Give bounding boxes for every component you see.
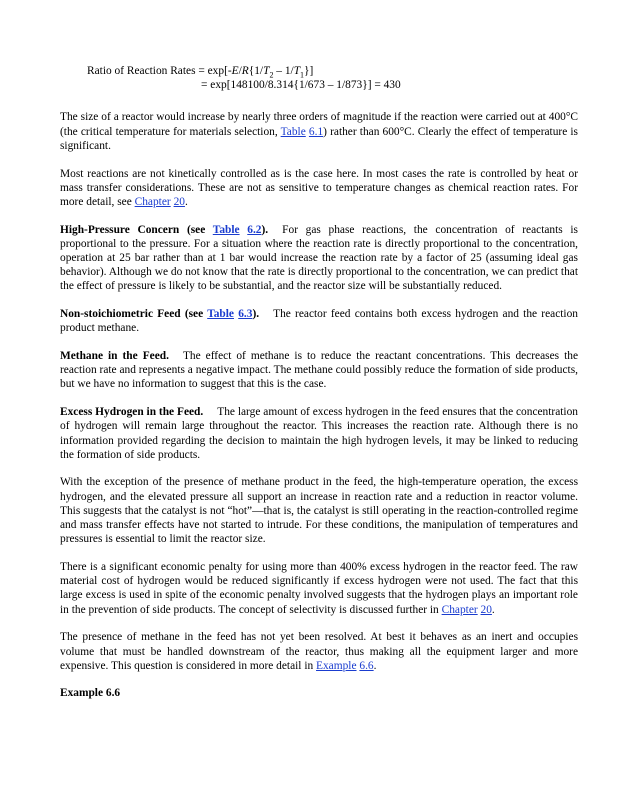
lead-heading bbox=[60, 224, 268, 236]
equation-line-1 bbox=[87, 64, 578, 78]
paragraph-high-pressure bbox=[60, 223, 578, 294]
text: ). bbox=[252, 308, 260, 321]
link-chapter-number[interactable]: 20 bbox=[173, 195, 185, 208]
text: There is a significant economic penalty for using more than 400% excess hydrogen in the reactor feed. The raw material cost of hydrogen would be reduced significantly if excess hydrogen were not used. The fact that this large excess is used in spite of the economic penalty involved suggests that the hydrogen plays an important role in the prevention of side products. The concept of selectivity is discussed further in bbox=[60, 560, 578, 616]
paragraph-methane-presence bbox=[60, 630, 578, 673]
paragraph-summary: With the exception of the presence of methane product in the feed, the high-temperature operation, the excess hydrogen, and the elevated pressure all support an increase in reaction rate and a reduction in reactor volume. This suggests that the catalyst is not “hot”—that is, the catalyst is still operating in the reaction-controlled regime and mass transfer effects have not started to intrude. For these conditions, the manipulation of temperatures and pressures is essential to limit the reactor size. bbox=[60, 476, 578, 546]
equation-var-e: E bbox=[231, 65, 239, 77]
link-example-number[interactable]: 6.6 bbox=[359, 659, 374, 672]
paragraph-methane bbox=[60, 349, 578, 392]
link-chapter[interactable]: Chapter bbox=[134, 195, 171, 208]
equation-var-t2: T bbox=[263, 65, 270, 77]
paragraph-excess-hydrogen bbox=[60, 405, 578, 462]
section-heading: Example 6.6 bbox=[60, 687, 121, 700]
text: The presence of methane in the feed has not yet been resolved. At best it behaves as an inert and occupies volume that must be handled downstream of the reactor, thus making all the equipment larger and more expensive. This question is considered in more detail in bbox=[60, 631, 578, 672]
document-page bbox=[60, 64, 578, 701]
link-table-number[interactable]: 6.3 bbox=[238, 308, 253, 321]
link-chapter[interactable]: Chapter bbox=[441, 603, 478, 616]
link-example[interactable]: Example bbox=[316, 659, 357, 672]
equation-line-2: = exp[148100/8.314{1/673 – 1/873}] = 430 bbox=[201, 79, 401, 92]
link-chapter-number[interactable]: 20 bbox=[480, 603, 492, 616]
link-table-number[interactable]: 6.2 bbox=[247, 223, 262, 236]
equation-text: – 1/ bbox=[273, 65, 294, 77]
text: Most reactions are not kinetically controlled as is the case here. In most cases the rate is controlled by heat or mass transfer considerations. These are not as sensitive to temperature changes as chemical reaction rates. For more detail, see bbox=[60, 167, 578, 208]
paragraph-reactor-size bbox=[60, 110, 578, 153]
text: The reactor feed contains both excess hydrogen and the reaction product methane. bbox=[60, 308, 578, 335]
equation-sub: 1 bbox=[300, 70, 305, 80]
link-table[interactable]: Table bbox=[212, 223, 240, 236]
text: . bbox=[184, 195, 188, 208]
paragraph-kinetics bbox=[60, 167, 578, 210]
equation-text: Ratio of Reaction Rates = exp[- bbox=[87, 65, 232, 77]
text: ) rather than 600°C. Clearly the effect of temperature is significant. bbox=[60, 125, 578, 152]
lead-heading: Excess Hydrogen in the Feed. bbox=[60, 406, 204, 419]
text: . bbox=[373, 659, 377, 672]
text: Non-stoichiometric Feed (see bbox=[60, 308, 208, 321]
text: The size of a reactor would increase by nearly three orders of magnitude if the reaction were carried out at 400°C (the critical temperature for materials selection, bbox=[60, 111, 578, 138]
text: . bbox=[491, 603, 495, 616]
paragraph-economic-penalty bbox=[60, 560, 578, 617]
text: ). bbox=[261, 223, 269, 236]
text: The large amount of excess hydrogen in the feed ensures that the concentration of hydrogen will remain large throughout the reactor. This increases the reaction rate. Although there is no information provided regarding the decision to maintain the high hydrogen levels, it may be linked to reducing the formation of side products. bbox=[60, 406, 578, 461]
link-table[interactable]: Table bbox=[280, 125, 306, 138]
lead-heading bbox=[60, 308, 259, 320]
lead-heading: Methane in the Feed. bbox=[60, 350, 169, 363]
text: For gas phase reactions, the concentration of reactants is proportional to the pressure. For a situation where the reaction rate is directly proportional to the concentration, operation at 25 bar rather than at 1 bar would increase the reaction rate by a factor of 25 (assuming ideal gas behavior). Although we do not know that the rate is directly proportional to the concentration, we can predict that the effect of pressure is likely to be substantial, and the reactor size will be substantially reduced. bbox=[60, 223, 578, 293]
text: The effect of methane is to reduce the reactant concentrations. This decreases the reaction rate and represents a negative impact. The methane could possibly reduce the formation of side products, but we have no information to suggest that this is the case. bbox=[60, 350, 579, 391]
equation-text: }] bbox=[304, 65, 314, 77]
text: High-Pressure Concern (see bbox=[60, 223, 213, 236]
link-table[interactable]: Table bbox=[207, 308, 234, 321]
equation-text: {1/ bbox=[248, 65, 264, 77]
paragraph-non-stoichiometric bbox=[60, 307, 578, 335]
equation-text: / bbox=[238, 65, 242, 77]
equation-sub: 2 bbox=[269, 70, 274, 80]
equation-var-r: R bbox=[241, 65, 249, 77]
link-table-number[interactable]: 6.1 bbox=[308, 125, 324, 138]
equation-var-t1: T bbox=[293, 65, 301, 77]
